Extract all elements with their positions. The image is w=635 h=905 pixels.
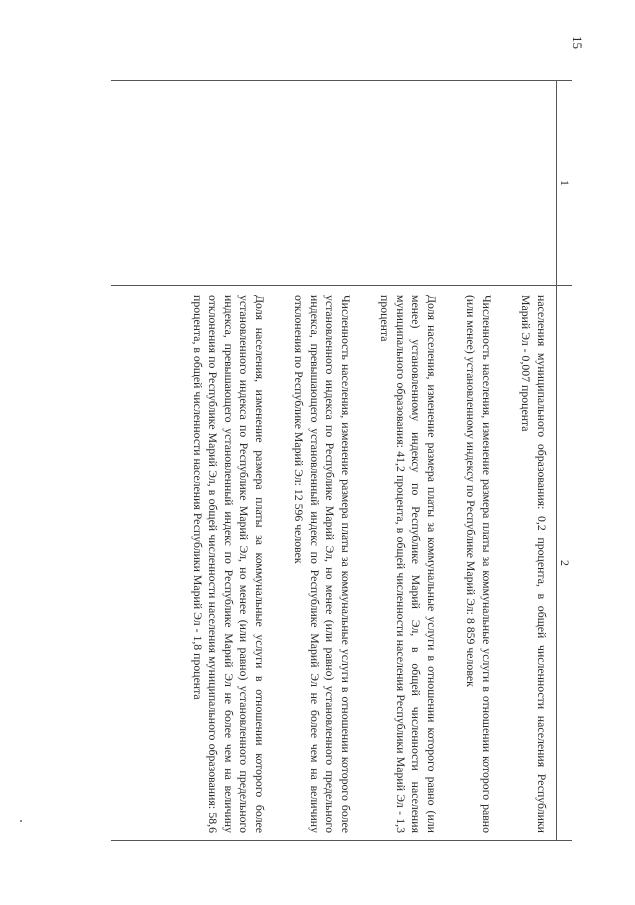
scan-speck	[20, 820, 22, 822]
table-cell-col1	[111, 81, 557, 286]
column-header-1: 1	[557, 81, 573, 286]
column-header-2: 2	[557, 286, 573, 841]
paragraph-2: Численность населения, изменение размера платы за коммунальные услуги в отношении которого равно (или менее) установленному индексу по Республике Марий Эл: 8 859 человек	[464, 295, 494, 833]
paragraph-5: Доля населения, изменение размера платы за коммунальные услуги в отношении которого более установленного индекса по Республике Марий Эл, но менее (или равно) установленного предельного индекса, превышающего установленный индекс по Республике Марий Эл не более чем на величину отклонения по Республике Марий Эл, в общей численности населения муниципального образования: 58,6 процента, в общей численности населения Республики Марий Эл - 1,8 процента	[191, 295, 267, 833]
table-header-row	[557, 81, 573, 841]
paragraph-4: Численность населения, изменение размера платы за коммунальные услуги в отношении которого более установленного индекса по Республике Марий Эл, но менее (или равно) установленного предельного индекса, превышающего установленный индекс по Республике Марий Эл не более чем на величину отклонения по Республике Марий Эл: 12 596 человек	[292, 295, 353, 833]
paragraph-1: населения муниципального образования: 0,2 процента, в общей численности населения Республики Марий Эл - 0,007 процента	[519, 295, 549, 833]
rotated-table-frame	[107, 80, 572, 840]
paragraph-3: Доля населения, изменение размера платы за коммунальные услуги в отношении которого равно (или менее) установленному индексу по Республике Марий Эл, в общей численности населения муниципального образования: 41,2 процента, в общей численности населения Республики Марий Эл - 1,3 процента	[378, 295, 439, 833]
data-table	[111, 80, 572, 841]
table-cell-col2	[111, 286, 557, 841]
table-row	[111, 81, 557, 841]
page-number: 15	[570, 36, 585, 49]
